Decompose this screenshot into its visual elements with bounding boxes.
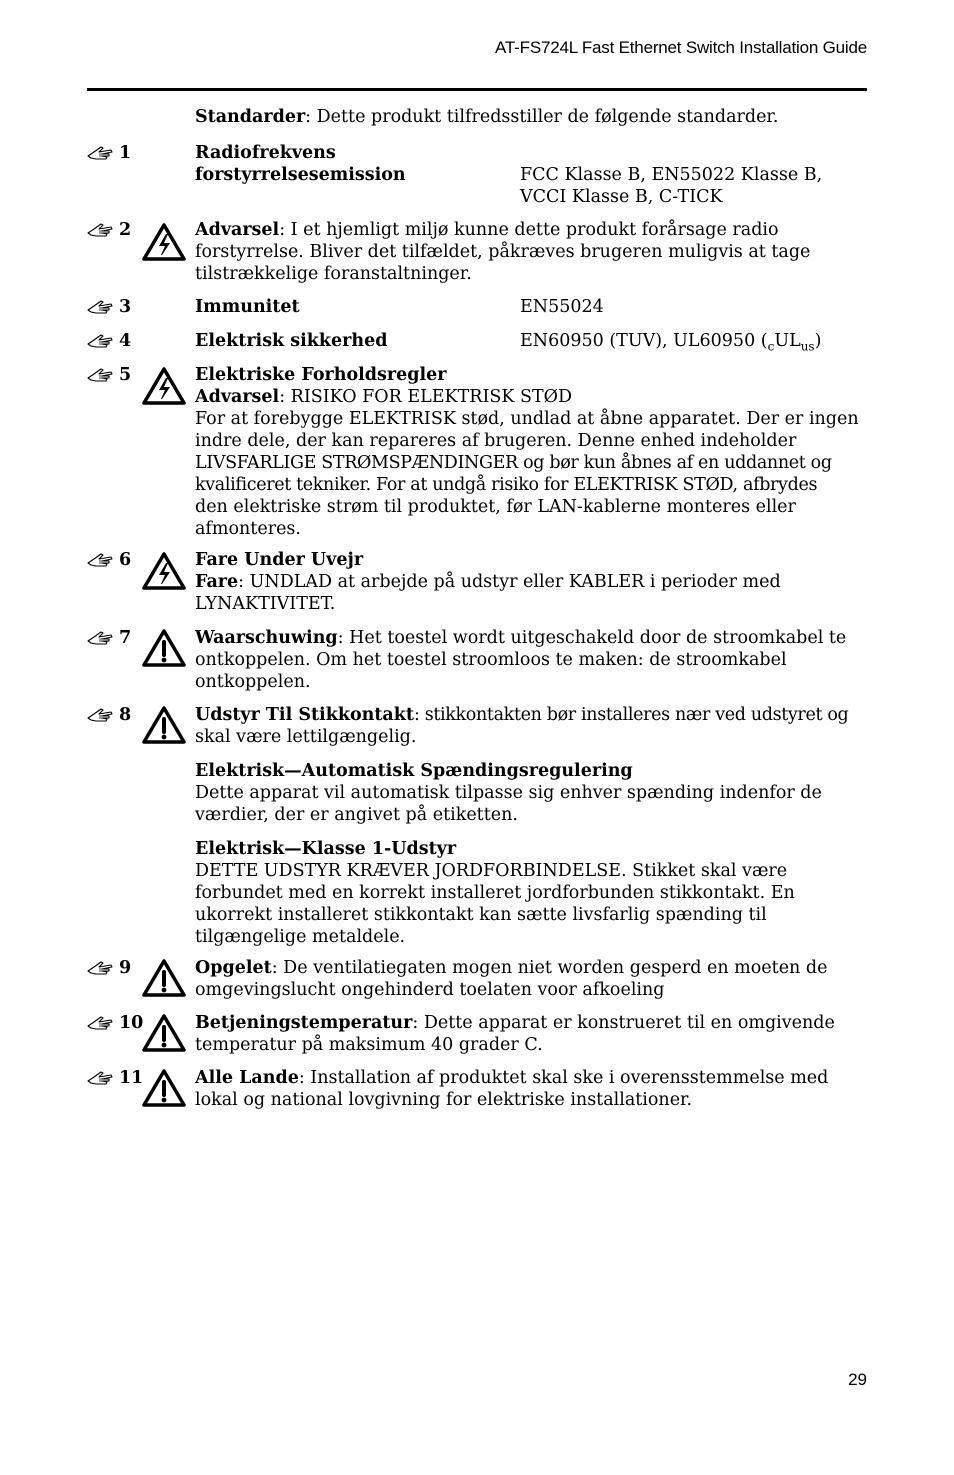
item-11-line2: lokal og national lovgivning for elektriske installationer.	[195, 1090, 693, 1110]
intro-text: : Dette produkt tilfredsstiller de følgende standarder.	[305, 107, 779, 127]
item-5-label-text: : RISIKO FOR ELEKTRISK STØD	[279, 387, 573, 407]
item-number: 2	[119, 220, 132, 240]
item-4-number	[87, 330, 131, 352]
warning-triangle-icon	[142, 1068, 186, 1108]
item-8-sub1-line2: værdier, der er angivet på etiketten.	[195, 805, 518, 825]
item-1-label-line2: forstyrrelsesemission	[195, 165, 406, 185]
item-8-text	[195, 704, 867, 948]
item-8-sub2-line: tilgængelige metaldele.	[195, 927, 406, 947]
item-6-line1: : UNDLAD at arbejde på udstyr eller KABLER i perioder med	[238, 572, 781, 592]
item-number: 3	[119, 297, 132, 317]
electric-shock-triangle-icon	[142, 366, 186, 406]
header-rule	[87, 88, 867, 91]
item-4-value	[520, 330, 867, 352]
item-5-line: For at forebygge ELEKTRISK stød, undlad at åbne apparatet. Der er ingen	[195, 409, 859, 429]
item-6-line2: LYNAKTIVITET.	[195, 594, 336, 614]
item-2-number	[87, 219, 131, 241]
item-6-label: Fare	[195, 572, 239, 592]
item-11-text	[195, 1067, 867, 1111]
warning-triangle-icon	[142, 628, 186, 668]
item-4-value-pre: EN60950 (TUV), UL60950 (	[520, 331, 768, 351]
item-5-line: LIVSFARLIGE STRØMSPÆNDINGER og bør kun åbnes af en uddannet og	[195, 453, 832, 473]
item-8-sub2-line: DETTE UDSTYR KRÆVER JORDFORBINDELSE. Stikket skal være	[195, 861, 788, 881]
item-4-sub-us: us	[800, 339, 815, 354]
item-5-line: den elektriske strøm til produktet, før LAN-kablerne monteres eller	[195, 497, 796, 517]
item-3-number	[87, 296, 131, 318]
item-8-sub2-title: Elektrisk—Klasse 1-Udstyr	[195, 839, 457, 859]
item-8-line2: skal være lettilgængelig.	[195, 727, 417, 747]
item-1-label-line1: Radiofrekvens	[195, 143, 336, 163]
item-number: 6	[119, 550, 132, 570]
item-2-line3: tilstrækkelige foranstaltninger.	[195, 264, 472, 284]
item-number: 7	[119, 628, 132, 648]
item-number: 9	[119, 958, 132, 978]
item-9-line1: : De ventilatiegaten mogen niet worden gesperd en moeten de	[271, 958, 828, 978]
item-10-label: Betjeningstemperatur	[195, 1013, 413, 1033]
item-8-line1: : stikkontakten bør installeres nær ved udstyret og	[413, 705, 849, 725]
item-6-number	[87, 549, 131, 571]
item-5-number	[87, 364, 131, 386]
item-8-sub1-line1: Dette apparat vil automatisk tilpasse sig enhver spænding indenfor de	[195, 783, 822, 803]
item-1-value-line1: FCC Klasse B, EN55022 Klasse B,	[520, 165, 823, 185]
intro-label: Standarder	[195, 107, 306, 127]
item-4-label-text: Elektrisk sikkerhed	[195, 331, 388, 351]
item-3-label	[195, 296, 515, 318]
warning-triangle-icon	[142, 958, 186, 998]
electric-shock-triangle-icon	[142, 551, 186, 591]
item-7-text	[195, 627, 867, 693]
intro-paragraph	[195, 106, 867, 128]
item-4-sub-c: c	[767, 339, 775, 354]
item-number: 8	[119, 705, 132, 725]
item-9-label: Opgelet	[195, 958, 272, 978]
item-1-value	[520, 164, 867, 208]
item-11-line1: : Installation af produktet skal ske i overensstemmelse med	[298, 1068, 829, 1088]
page-header: AT-FS724L Fast Ethernet Switch Installation Guide	[495, 38, 867, 57]
item-11-label: Alle Lande	[195, 1068, 299, 1088]
pointing-hand-icon	[87, 145, 115, 161]
item-2-line2: forstyrrelse. Bliver det tilfældet, påkræves brugeren muligvis at tage	[195, 242, 811, 262]
item-7-line1: : Het toestel wordt uitgeschakeld door de stroomkabel te	[337, 628, 847, 648]
pointing-hand-icon	[87, 707, 115, 723]
pointing-hand-icon	[87, 333, 115, 349]
item-2-label: Advarsel	[195, 220, 280, 240]
warning-triangle-icon	[142, 705, 186, 745]
item-10-line2: temperatur på maksimum 40 grader C.	[195, 1035, 543, 1055]
item-9-text	[195, 957, 867, 1001]
item-number: 11	[119, 1068, 144, 1088]
pointing-hand-icon	[87, 367, 115, 383]
pointing-hand-icon	[87, 1015, 115, 1031]
item-8-sub1-title: Elektrisk—Automatisk Spændingsregulering	[195, 761, 633, 781]
item-3-value: EN55024	[520, 297, 604, 317]
item-2-line1: : I et hjemligt miljø kunne dette produkt forårsage radio	[279, 220, 779, 240]
item-4-value-post: )	[814, 331, 822, 351]
item-3-label-text: Immunitet	[195, 297, 300, 317]
item-5-line: indre dele, der kan repareres af brugeren. Denne enhed indeholder	[195, 431, 797, 451]
item-10-line1: : Dette apparat er konstrueret til en omgivende	[412, 1013, 835, 1033]
item-number: 10	[119, 1013, 144, 1033]
item-11-number	[87, 1067, 143, 1089]
item-number: 5	[119, 365, 132, 385]
item-4-value-mid: UL	[774, 331, 801, 351]
item-10-text	[195, 1012, 867, 1056]
item-2-text	[195, 219, 867, 285]
pointing-hand-icon	[87, 222, 115, 238]
item-7-label: Waarschuwing	[195, 628, 338, 648]
item-5-line: kvalificeret tekniker. For at undgå risiko for ELEKTRISK STØD, afbrydes	[195, 475, 818, 495]
item-1-label	[195, 142, 515, 186]
item-number: 4	[119, 331, 132, 351]
item-1-number	[87, 142, 131, 164]
item-5-title: Elektriske Forholdsregler	[195, 365, 447, 385]
item-9-number	[87, 957, 131, 979]
item-8-sub2-line: ukorrekt installeret stikkontakt kan sætte livsfarlig spænding til	[195, 905, 767, 925]
item-10-number	[87, 1012, 143, 1034]
pointing-hand-icon	[87, 630, 115, 646]
item-number: 1	[119, 143, 132, 163]
item-7-number	[87, 627, 131, 649]
pointing-hand-icon	[87, 552, 115, 568]
item-5-label: Advarsel	[195, 387, 280, 407]
item-4-label	[195, 330, 515, 352]
pointing-hand-icon	[87, 960, 115, 976]
warning-triangle-icon	[142, 1013, 186, 1053]
item-6-title: Fare Under Uvejr	[195, 550, 364, 570]
pointing-hand-icon	[87, 1070, 115, 1086]
item-5-line: afmonteres.	[195, 519, 301, 539]
item-8-label: Udstyr Til Stikkontakt	[195, 705, 414, 725]
item-7-line2: ontkoppelen. Om het toestel stroomloos te maken: de stroomkabel	[195, 650, 787, 670]
item-1-value-line2: VCCI Klasse B, C-TICK	[520, 187, 723, 207]
electric-shock-triangle-icon	[142, 222, 186, 262]
item-6-text	[195, 549, 867, 615]
item-5-text	[195, 364, 867, 540]
item-7-line3: ontkoppelen.	[195, 672, 311, 692]
item-8-sub2-line: forbundet med en korrekt installeret jordforbunden stikkontakt. En	[195, 883, 795, 903]
item-8-number	[87, 704, 131, 726]
item-9-line2: omgevingslucht ongehinderd toelaten voor afkoeling	[195, 980, 665, 1000]
pointing-hand-icon	[87, 299, 115, 315]
page-number: 29	[848, 1370, 867, 1389]
